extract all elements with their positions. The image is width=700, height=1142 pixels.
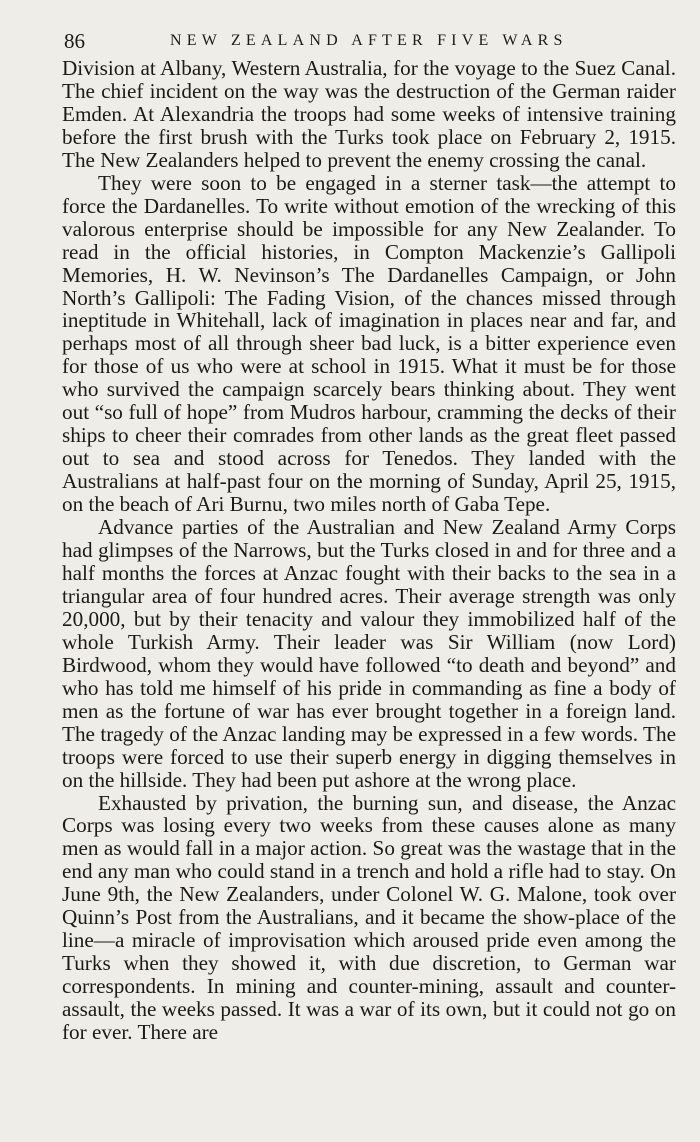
paragraph-1: Division at Albany, Western Australia, for the voyage to the Suez Canal. The chief incident on the way was the destruction of the German raider Emden. At Alexandria the troops had some weeks of intensive training before the first brush with the Turks took place on February 2, 1915. The New Zealanders helped to prevent the enemy crossing the canal.: [62, 56, 676, 172]
running-head: NEW ZEALAND AFTER FIVE WARS: [170, 32, 568, 49]
paragraph-2: They were soon to be engaged in a sterner task—the attempt to force the Dardanelles. To write without emotion of the wrecking of this valorous enterprise should be impossible for any New Zealander. To read in the official histories, in Compton Mackenzie’s Gallipoli Memories, H. W. Nevinson’s The Dardanelles Campaign, or John North’s Gallipoli: The Fading Vision, of the chances missed through ineptitude in Whitehall, lack of imagination in places near and far, and perhaps most of all through sheer bad luck, is a bitter experience even for those of us who were at school in 1915. What it must be for those who survived the campaign scarcely bears thinking about. They went out “so full of hope” from Mudros harbour, cramming the decks of their ships to cheer their comrades from other lands as the great fleet passed out to sea and stood across for Tenedos. They landed with the Australians at half-past four on the morning of Sunday, April 25, 1915, on the beach of Ari Burnu, two miles north of Gaba Tepe.: [62, 170, 676, 517]
paragraph-4: Exhausted by privation, the burning sun, and disease, the Anzac Corps was losing every two weeks from these causes alone as many men as would fall in a major action. So great was the wastage that in the end any man who could stand in a trench and hold a rifle had to stay. On June 9th, the New Zealanders, under Colonel W. G. Malone, took over Quinn’s Post from the Australians, and it became the show-place of the line—a miracle of improvisation which aroused pride even among the Turks when they showed it, with due discretion, to German war correspondents. In mining and counter-mining, assault and counter-assault, the weeks passed. It was a war of its own, but it could not go on for ever. There are: [62, 790, 676, 1045]
page-header: [64, 26, 676, 56]
page-number: 86: [64, 29, 85, 53]
body-text: [62, 57, 676, 1044]
paragraph-3: Advance parties of the Australian and New Zealand Army Corps had glimpses of the Narrows, but the Turks closed in and for three and a half months the forces at Anzac fought with their backs to the sea in a triangular area of four hundred acres. Their average strength was only 20,000, but by their tenacity and valour they immobilized half of the whole Turkish Army. Their leader was Sir William (now Lord) Birdwood, whom they would have followed “to death and beyond” and who has told me himself of his pride in commanding as fine a body of men as the fortune of war has ever brought together in a foreign land. The tragedy of the Anzac landing may be expressed in a few words. The troops were forced to use their superb energy in digging themselves in on the hillside. They had been put ashore at the wrong place.: [62, 515, 676, 792]
